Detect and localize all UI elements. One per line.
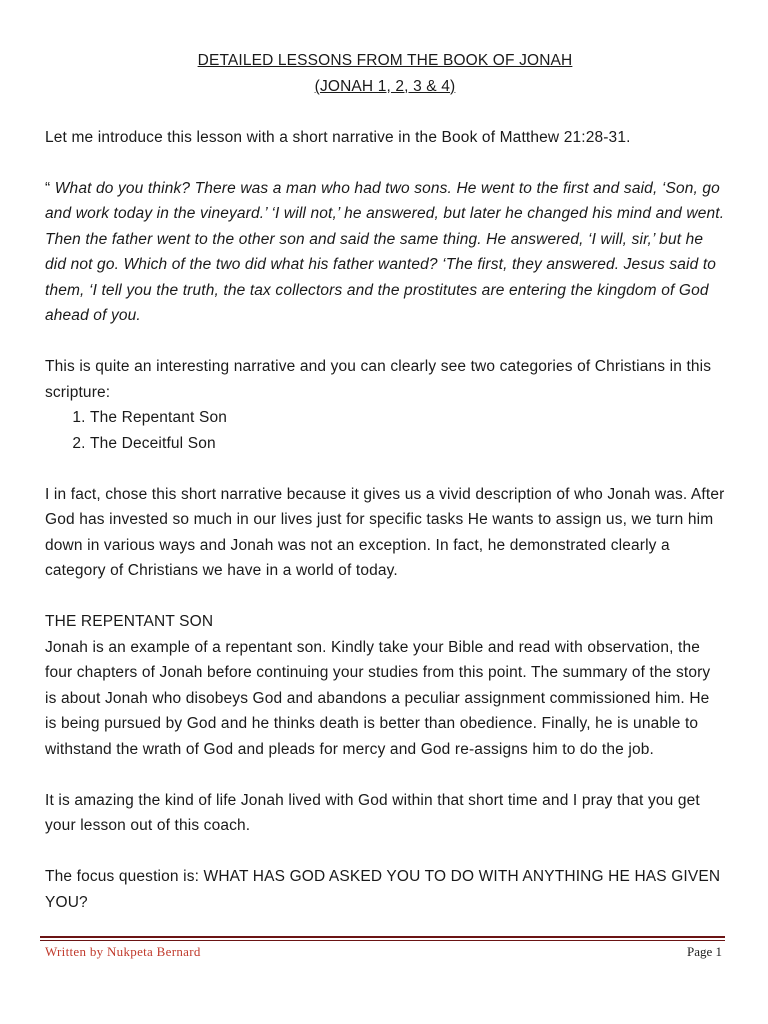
categories-list <box>45 405 725 456</box>
focus-question-paragraph: The focus question is: WHAT HAS GOD ASKED YOU TO DO WITH ANYTHING HE HAS GIVEN YOU? <box>45 868 721 911</box>
document-title-line-2: (JONAH 1, 2, 3 & 4) <box>314 77 456 95</box>
repentant-paragraph: Jonah is an example of a repentant son. Kindly take your Bible and read with observation, the four chapters of Jonah before continuing your studies from this point. The summary of the story is about Jonah who disobeys God and abandons a peculiar assignment commissioned him. He is being pursued by God and he thinks death is better than obedience. Finally, he is unable to withstand the wrath of God and pleads for mercy and God re-assigns him to do the job. <box>45 638 711 758</box>
amazing-paragraph: It is amazing the kind of life Jonah lived with God within that short time and I pray that you get your lesson out of this coach. <box>45 791 700 834</box>
footer-divider-thin <box>40 940 725 941</box>
scripture-quote <box>45 176 725 329</box>
quote-text: What do you think? There was a man who had two sons. He went to the first and said, ‘Son, go and work today in the vineyard.’ ‘I will not,’ he answered, but later he changed his mind and went. Then the father went to the other son and said the same thing. He answered, ‘I will, sir,’ but he did not go. Which of the two did what his father wanted? ‘The first, they answered. Jesus said to them, ‘I tell you the truth, the tax collectors and the prostitutes are entering the kingdom of God ahead of you. <box>45 179 725 324</box>
list-item: 2. The Deceitful Son <box>90 431 725 457</box>
footer-page-number: Page 1 <box>686 944 722 959</box>
list-item: 1. The Repentant Son <box>90 405 725 431</box>
document-title-line-1: DETAILED LESSONS FROM THE BOOK OF JONAH <box>197 52 573 69</box>
section-heading: THE REPENTANT SON <box>45 613 214 630</box>
document-body <box>45 48 725 941</box>
footer-divider-thick <box>40 936 725 938</box>
categories-paragraph: This is quite an interesting narrative and you can clearly see two categories of Christians in this scripture: <box>45 358 712 401</box>
quote-open-mark: “ <box>45 179 51 197</box>
footer-author: Written by Nukpeta Bernard <box>45 944 201 959</box>
jonah-paragraph: I in fact, chose this short narrative because it gives us a vivid description of who Jonah was. After God has invested so much in our lives just for specific tasks He wants to assign us, we turn him down in various ways and Jonah was not an exception. In fact, he demonstrated clearly a category of Christians we have in a world of today. <box>45 485 725 579</box>
intro-paragraph: Let me introduce this lesson with a short narrative in the Book of Matthew 21:28-31. <box>45 128 631 146</box>
